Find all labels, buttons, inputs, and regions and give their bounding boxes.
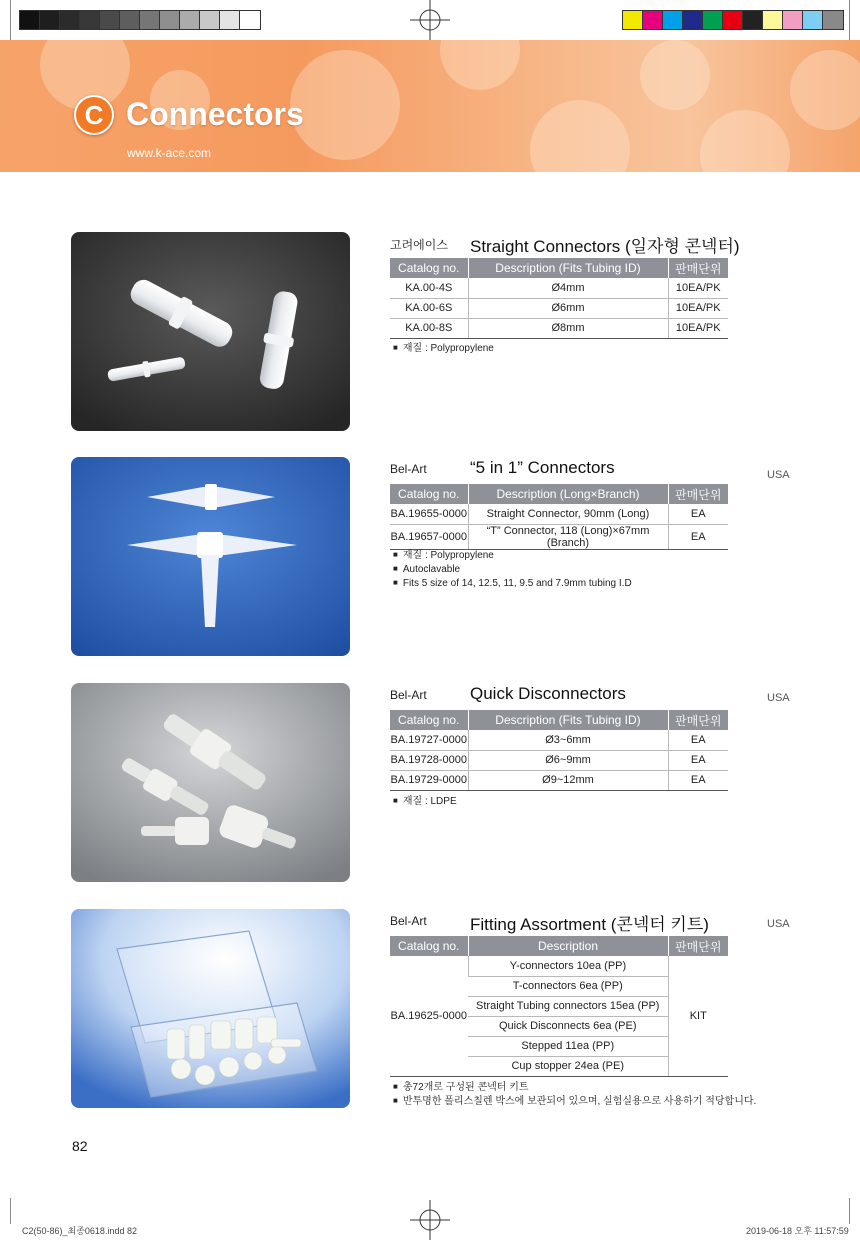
page-number: 82	[72, 1138, 88, 1154]
description: Ø8mm	[468, 318, 668, 338]
gray-swatch	[120, 11, 140, 29]
sales-unit: EA	[668, 730, 728, 750]
color-swatch	[643, 11, 663, 29]
gray-swatch	[220, 11, 240, 29]
description: Ø3~6mm	[468, 730, 668, 750]
description: Ø6mm	[468, 298, 668, 318]
kit-item: Cup stopper 24ea (PE)	[468, 1056, 668, 1076]
description: Ø6~9mm	[468, 750, 668, 770]
note-item: ■ Fits 5 size of 14, 12.5, 11, 9.5 and 7.9mm tubing I.D	[393, 577, 632, 591]
sales-unit: EA	[668, 504, 728, 524]
table-row	[390, 504, 728, 524]
column-header: Catalog no.	[390, 710, 468, 730]
column-header: Description (Fits Tubing ID)	[468, 710, 668, 730]
note-item: ■ 재질 : Polypropylene	[393, 342, 494, 356]
sales-unit: EA	[668, 524, 728, 549]
product-photo-fitting-assortment	[71, 909, 350, 1108]
country-of-origin: USA	[767, 918, 790, 930]
brand-name: Bel-Art	[390, 462, 427, 476]
description: “T” Connector, 118 (Long)×67mm (Branch)	[468, 524, 668, 549]
catalog-number: BA.19728-0000	[390, 750, 468, 770]
color-swatch	[663, 11, 683, 29]
crop-mark	[10, 1198, 11, 1224]
sales-unit: KIT	[668, 956, 728, 1076]
catalog-number: KA.00-4S	[390, 278, 468, 298]
note-item: ■ Autoclavable	[393, 563, 632, 577]
gray-swatch	[80, 11, 100, 29]
section-letter-badge: C	[74, 95, 114, 135]
product-title: Fitting Assortment (콘넥터 키트)	[470, 915, 709, 934]
brand-name: 고려에이스	[390, 238, 448, 252]
column-header: Description (Long×Branch)	[468, 484, 668, 504]
registration-mark-top	[410, 0, 450, 40]
note-item: ■ 재질 : LDPE	[393, 795, 457, 809]
table-row	[390, 770, 728, 790]
product-photo-quick-disconnectors	[71, 683, 350, 882]
gray-swatch	[140, 11, 160, 29]
sales-unit: EA	[668, 750, 728, 770]
table-row	[390, 524, 728, 549]
sales-unit: EA	[668, 770, 728, 790]
note-item: ■ 재질 : Polypropylene	[393, 549, 632, 563]
kit-item: Straight Tubing connectors 15ea (PP)	[468, 996, 668, 1016]
country-of-origin: USA	[767, 469, 790, 481]
column-header: Catalog no.	[390, 258, 468, 278]
gray-swatch	[240, 11, 260, 29]
product-notes	[393, 795, 457, 809]
sales-unit: 10EA/PK	[668, 278, 728, 298]
product-photo-5in1-connectors	[71, 457, 350, 656]
product-notes	[393, 549, 632, 591]
gray-swatch	[180, 11, 200, 29]
product-title: Straight Connectors (일자형 콘넥터)	[470, 237, 740, 256]
catalog-number: BA.19727-0000	[390, 730, 468, 750]
table-row	[390, 956, 728, 976]
catalog-number: BA.19655-0000	[390, 504, 468, 524]
note-item: ■ 반투명한 폴리스칠렌 박스에 보관되어 있으며, 실험실용으로 사용하기 적당합니다.	[393, 1095, 756, 1109]
registration-mark-bottom	[410, 1200, 450, 1240]
table-row	[390, 318, 728, 338]
catalog-number: KA.00-8S	[390, 318, 468, 338]
gray-swatch	[40, 11, 60, 29]
gray-swatch	[60, 11, 80, 29]
column-header: 판매단위	[668, 484, 728, 504]
column-header: 판매단위	[668, 936, 728, 956]
description: Ø9~12mm	[468, 770, 668, 790]
product-title: “5 in 1” Connectors	[470, 458, 615, 477]
color-swatch	[623, 11, 643, 29]
catalog-number: BA.19729-0000	[390, 770, 468, 790]
product-title: Quick Disconnectors	[470, 684, 626, 703]
column-header: Description (Fits Tubing ID)	[468, 258, 668, 278]
table-row	[390, 298, 728, 318]
crop-mark	[10, 0, 11, 40]
column-header: Description	[468, 936, 668, 956]
website-url: www.k-ace.com	[127, 146, 212, 160]
print-timestamp: 2019-06-18 오후 11:57:59	[746, 1226, 849, 1236]
brand-name: Bel-Art	[390, 914, 427, 928]
catalog-number: BA.19657-0000	[390, 524, 468, 549]
gray-swatch	[100, 11, 120, 29]
gray-swatch	[200, 11, 220, 29]
kit-item: Y-connectors 10ea (PP)	[468, 956, 668, 976]
product-photo-straight-connectors	[71, 232, 350, 431]
column-header: Catalog no.	[390, 484, 468, 504]
note-item: ■ 총72개로 구성된 콘넥터 키트	[393, 1081, 756, 1095]
spec-table-fitting-assortment	[390, 936, 728, 1077]
table-row	[390, 730, 728, 750]
sales-unit: 10EA/PK	[668, 298, 728, 318]
brand-name: Bel-Art	[390, 688, 427, 702]
description: Ø4mm	[468, 278, 668, 298]
color-swatch	[783, 11, 803, 29]
page-title: Connectors	[126, 96, 304, 132]
product-notes	[393, 342, 494, 356]
catalog-number: KA.00-6S	[390, 298, 468, 318]
spec-table-straight-connectors	[390, 258, 728, 339]
color-swatch	[743, 11, 763, 29]
color-swatch	[703, 11, 723, 29]
color-swatch	[823, 11, 843, 29]
spec-table-5in1-connectors	[390, 484, 728, 550]
product-notes	[393, 1081, 756, 1109]
catalog-number: BA.19625-0000	[390, 956, 468, 1076]
crop-mark	[849, 0, 850, 40]
color-swatch	[803, 11, 823, 29]
gray-swatch	[160, 11, 180, 29]
table-row	[390, 278, 728, 298]
spec-table-quick-disconnectors	[390, 710, 728, 791]
file-slug: C2(50-86)_최종0618.indd 82	[22, 1226, 137, 1236]
column-header: Catalog no.	[390, 936, 468, 956]
table-row	[390, 750, 728, 770]
crop-mark	[849, 1198, 850, 1224]
sales-unit: 10EA/PK	[668, 318, 728, 338]
column-header: 판매단위	[668, 710, 728, 730]
kit-item: Quick Disconnects 6ea (PE)	[468, 1016, 668, 1036]
kit-item: Stepped 11ea (PP)	[468, 1036, 668, 1056]
process-color-bar	[622, 10, 844, 30]
country-of-origin: USA	[767, 692, 790, 704]
color-swatch	[683, 11, 703, 29]
gray-swatch	[20, 11, 40, 29]
color-swatch	[723, 11, 743, 29]
gray-color-bar	[19, 10, 261, 30]
kit-item: T-connectors 6ea (PP)	[468, 976, 668, 996]
column-header: 판매단위	[668, 258, 728, 278]
color-swatch	[763, 11, 783, 29]
description: Straight Connector, 90mm (Long)	[468, 504, 668, 524]
